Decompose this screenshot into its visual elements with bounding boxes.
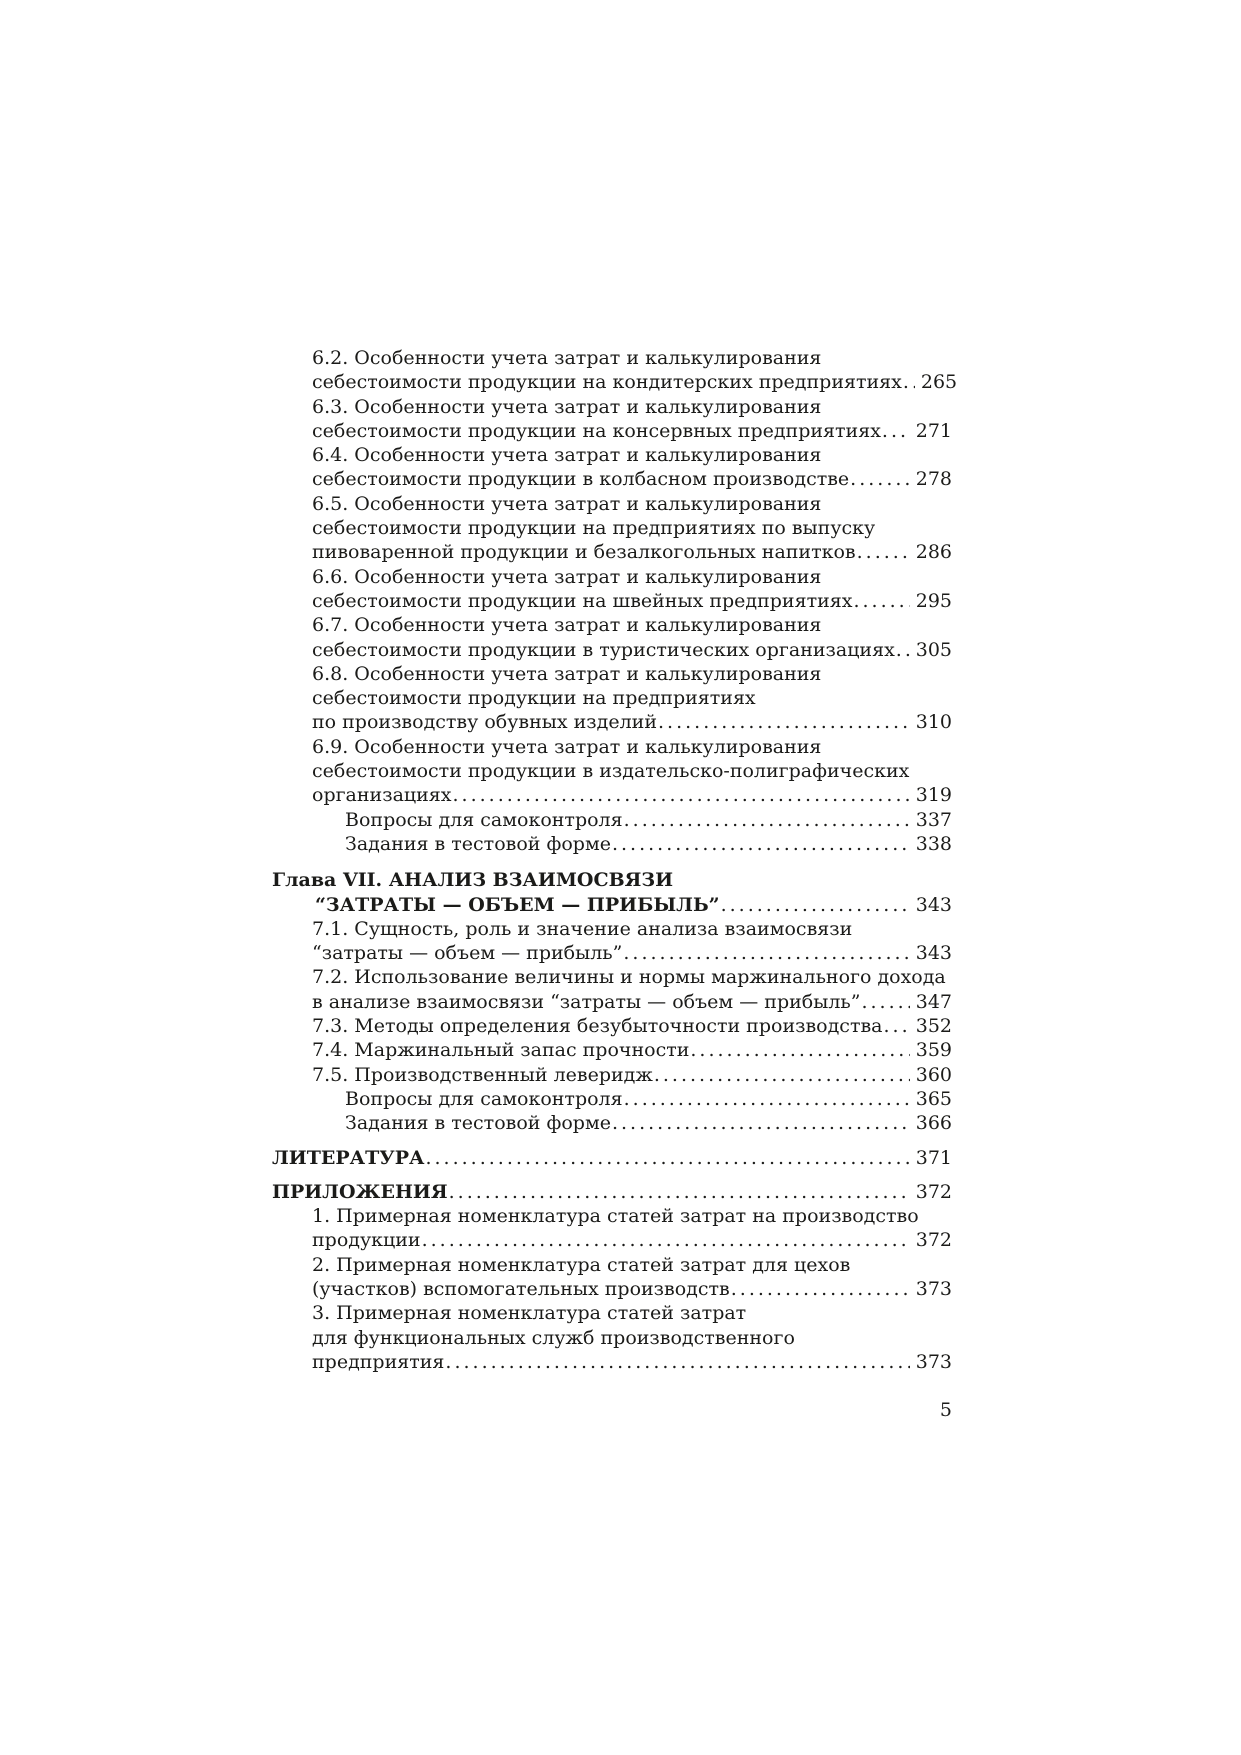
- toc-page-number: 371: [915, 1146, 952, 1169]
- toc-line: [272, 832, 952, 856]
- table-of-contents: [272, 346, 958, 1374]
- toc-line-text: в анализе взаимосвязи “затраты — объем — прибыль”: [312, 990, 861, 1013]
- toc-entry: [272, 735, 952, 808]
- toc-line-text: 1. Примерная номенклатура статей затрат на производство: [312, 1205, 919, 1228]
- dot-leader: [903, 370, 915, 394]
- toc-line: [272, 735, 952, 759]
- toc-line: [272, 1087, 952, 1111]
- dot-leader: [654, 1063, 910, 1087]
- dot-leader: [861, 990, 909, 1014]
- dot-leader: [896, 638, 910, 662]
- toc-page-number: 352: [915, 1015, 952, 1038]
- toc-page-number: 372: [915, 1180, 952, 1203]
- toc-line-text: 6.4. Особенности учета затрат и калькулирования: [312, 444, 822, 467]
- toc-line: [272, 346, 952, 370]
- toc-entry: [272, 613, 952, 662]
- dot-leader: [449, 1180, 910, 1204]
- toc-page-number: 337: [915, 808, 952, 831]
- toc-entry: [272, 1063, 952, 1087]
- toc-line: [272, 1228, 952, 1252]
- dot-leader: [857, 540, 910, 564]
- dot-leader: [623, 941, 909, 965]
- toc-line-text: 6.7. Особенности учета затрат и калькулирования: [312, 614, 822, 637]
- toc-page-number: 278: [915, 468, 952, 491]
- toc-line-text: себестоимости продукции в издательско-полиграфических: [312, 760, 910, 783]
- toc-line: [272, 1180, 952, 1204]
- toc-line-text: себестоимости продукции на кондитерских предприятиях: [312, 371, 902, 394]
- toc-line-text: Вопросы для самоконтроля: [345, 808, 623, 831]
- toc-line: [272, 1014, 952, 1038]
- toc-line-text: организациях: [312, 784, 452, 807]
- dot-leader: [882, 419, 910, 443]
- toc-page-number: 310: [915, 711, 952, 734]
- dot-leader: [624, 1087, 910, 1111]
- toc-entry: [272, 395, 952, 444]
- toc-line: [272, 565, 952, 589]
- toc-entry: [272, 1180, 952, 1204]
- toc-entry: [272, 1301, 952, 1374]
- toc-line: [272, 990, 952, 1014]
- toc-line: [272, 638, 952, 662]
- dot-leader: [658, 710, 910, 734]
- toc-page-number: 286: [915, 541, 952, 564]
- toc-line-text: Глава VII. АНАЛИЗ ВЗАИМОСВЯЗИ: [272, 869, 674, 892]
- toc-line-text: себестоимости продукции на предприятиях по выпуску: [312, 517, 876, 540]
- toc-line-text: “ЗАТРАТЫ — ОБЪЕМ — ПРИБЫЛЬ”: [315, 893, 720, 916]
- toc-line: [272, 1038, 952, 1062]
- toc-line-text: 7.3. Методы определения безубыточности производства: [312, 1015, 883, 1038]
- toc-line-text: по производству обувных изделий: [312, 711, 657, 734]
- toc-page-number: 295: [915, 589, 952, 612]
- toc-line: [272, 893, 952, 917]
- toc-entry: [272, 1146, 952, 1170]
- toc-line: [272, 759, 952, 783]
- toc-line-text: себестоимости продукции в колбасном производстве: [312, 468, 850, 491]
- toc-page-number: 343: [915, 942, 952, 965]
- toc-line: [272, 808, 952, 832]
- dot-leader: [721, 893, 910, 917]
- toc-line-text: Вопросы для самоконтроля: [345, 1087, 623, 1110]
- toc-page-number: 319: [915, 784, 952, 807]
- dot-leader: [690, 1038, 909, 1062]
- toc-entry: [272, 346, 958, 395]
- dot-leader: [853, 589, 909, 613]
- toc-line-text: 6.2. Особенности учета затрат и калькулирования: [312, 347, 822, 369]
- toc-page-number: 265: [920, 371, 958, 394]
- toc-line: [272, 1146, 952, 1170]
- toc-entry: [272, 1038, 952, 1062]
- toc-line: [272, 710, 952, 734]
- toc-entry: [272, 1111, 952, 1135]
- toc-line: [272, 613, 952, 637]
- toc-line-text: (участков) вспомогательных производств: [312, 1277, 730, 1300]
- toc-page-number: 360: [915, 1063, 952, 1086]
- toc-page-number: 372: [915, 1229, 952, 1252]
- toc-line-text: 2. Примерная номенклатура статей затрат для цехов: [312, 1253, 851, 1276]
- toc-line-text: 6.6. Особенности учета затрат и калькулирования: [312, 565, 822, 588]
- toc-entry: [272, 1253, 952, 1302]
- dot-leader: [422, 1228, 910, 1252]
- toc-line: [272, 516, 952, 540]
- toc-line: [272, 662, 952, 686]
- dot-leader: [453, 783, 910, 807]
- toc-line: [272, 783, 952, 807]
- toc-page-number: 373: [915, 1277, 952, 1300]
- toc-line: [272, 419, 952, 443]
- toc-line-text: продукции: [312, 1229, 421, 1252]
- toc-line-text: 7.4. Маржинальный запас прочности: [312, 1039, 690, 1062]
- toc-line: [272, 1063, 952, 1087]
- toc-page-number: 305: [915, 638, 952, 661]
- toc-line-text: Задания в тестовой форме: [345, 1112, 611, 1135]
- toc-line: [272, 686, 952, 710]
- toc-line-text: себестоимости продукции в туристических организациях: [312, 638, 895, 661]
- toc-line-text: 3. Примерная номенклатура статей затрат: [312, 1302, 747, 1325]
- toc-line: [272, 1326, 952, 1350]
- toc-entry: [272, 832, 952, 856]
- toc-line: [272, 589, 952, 613]
- toc-line: [272, 370, 958, 394]
- toc-line-text: себестоимости продукции на консервных предприятиях: [312, 419, 881, 442]
- toc-page-number: 347: [915, 990, 952, 1013]
- toc-line: [272, 467, 952, 491]
- dot-leader: [850, 467, 910, 491]
- toc-entry: [272, 868, 952, 917]
- toc-line-text: 7.1. Сущность, роль и значение анализа взаимосвязи: [312, 917, 853, 940]
- toc-entry: [272, 443, 952, 492]
- toc-page-number: 373: [915, 1350, 952, 1373]
- toc-line: [272, 1253, 952, 1277]
- toc-line: [272, 1301, 952, 1325]
- dot-leader: [445, 1350, 909, 1374]
- toc-line-text: Задания в тестовой форме: [345, 832, 611, 855]
- toc-page-number: 338: [915, 832, 952, 855]
- toc-entry: [272, 662, 952, 735]
- folio-page-number: 5: [939, 1399, 952, 1421]
- toc-line-text: ПРИЛОЖЕНИЯ: [272, 1180, 448, 1203]
- toc-line-text: 6.5. Особенности учета затрат и калькулирования: [312, 492, 822, 515]
- toc-line-text: 6.8. Особенности учета затрат и калькулирования: [312, 662, 822, 685]
- toc-line-text: 7.2. Использование величины и нормы маржинального дохода: [312, 966, 946, 989]
- toc-entry: [272, 1087, 952, 1111]
- dot-leader: [624, 808, 910, 832]
- toc-page-number: 359: [915, 1039, 952, 1062]
- dot-leader: [612, 832, 910, 856]
- toc-entry: [272, 1014, 952, 1038]
- toc-line-text: 6.3. Особенности учета затрат и калькулирования: [312, 395, 822, 418]
- toc-page-number: 366: [915, 1112, 952, 1135]
- toc-line: [272, 1277, 952, 1301]
- toc-entry: [272, 965, 952, 1014]
- toc-line: [272, 395, 952, 419]
- toc-line: [272, 941, 952, 965]
- toc-line: [272, 868, 952, 892]
- toc-entry: [272, 917, 952, 966]
- toc-entry: [272, 492, 952, 565]
- toc-line-text: пивоваренной продукции и безалкогольных напитков: [312, 541, 856, 564]
- toc-page-number: 365: [915, 1087, 952, 1110]
- dot-leader: [731, 1277, 910, 1301]
- toc-line-text: для функциональных служб производственного: [312, 1326, 795, 1349]
- toc-line-text: ЛИТЕРАТУРА: [272, 1146, 425, 1169]
- toc-entry: [272, 1204, 952, 1253]
- toc-line: [272, 1350, 952, 1374]
- dot-leader: [612, 1111, 910, 1135]
- toc-line: [272, 1111, 952, 1135]
- toc-line-text: “затраты — объем — прибыль”: [312, 942, 623, 965]
- toc-line-text: себестоимости продукции на предприятиях: [312, 687, 756, 710]
- toc-entry: [272, 808, 952, 832]
- toc-page-number: 271: [915, 419, 952, 442]
- toc-line-text: себестоимости продукции на швейных предприятиях: [312, 589, 853, 612]
- toc-line-text: 7.5. Производственный леверидж: [312, 1063, 653, 1086]
- toc-line: [272, 965, 952, 989]
- toc-line: [272, 443, 952, 467]
- toc-line-text: предприятия: [312, 1350, 445, 1373]
- toc-line: [272, 917, 952, 941]
- toc-line: [272, 492, 952, 516]
- toc-page-number: 343: [915, 893, 952, 916]
- dot-leader: [883, 1014, 909, 1038]
- toc-line: [272, 1204, 952, 1228]
- dot-leader: [425, 1146, 909, 1170]
- toc-line-text: 6.9. Особенности учета затрат и калькулирования: [312, 735, 822, 758]
- toc-entry: [272, 565, 952, 614]
- toc-line: [272, 540, 952, 564]
